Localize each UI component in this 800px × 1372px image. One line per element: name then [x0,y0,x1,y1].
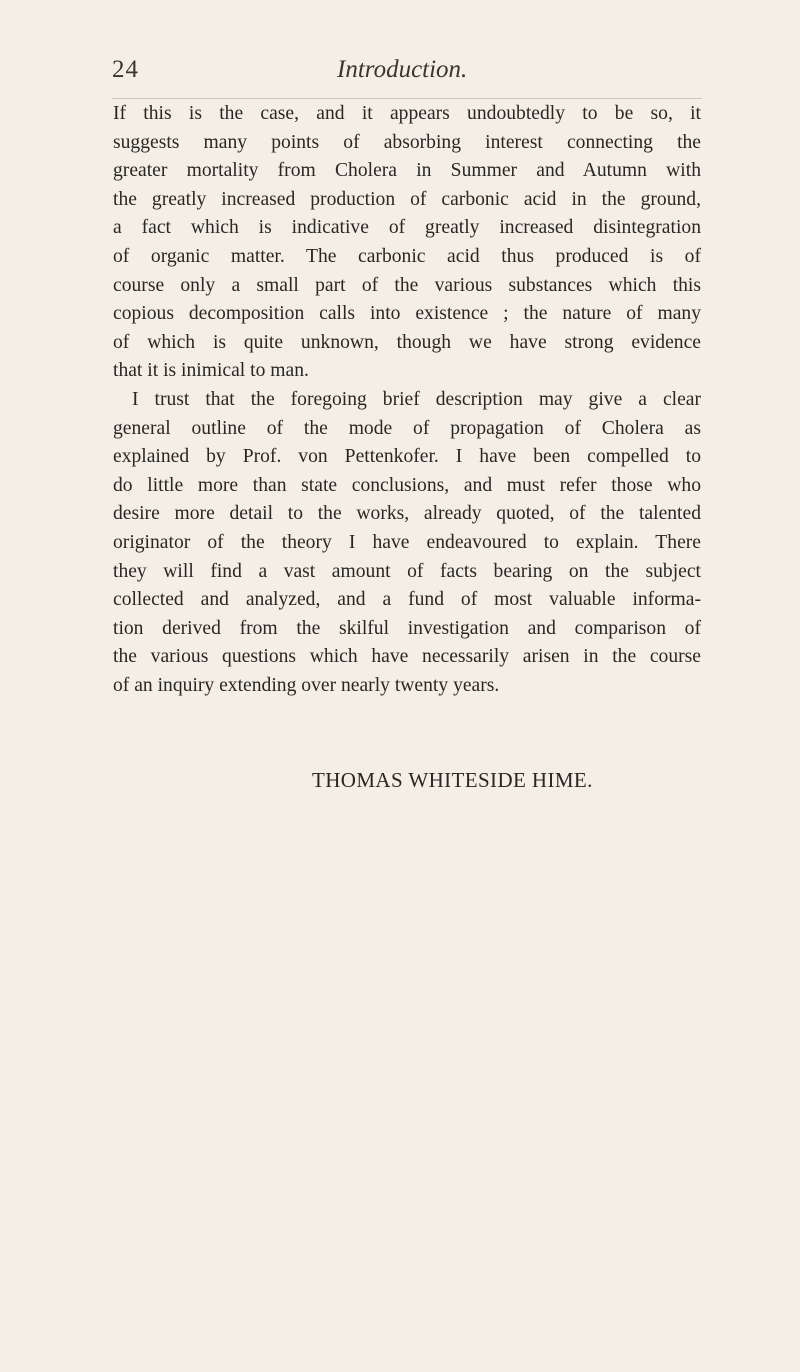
text-line: If this is the case, and it appears undoubtedly to be so, it [113,103,701,124]
author-signature: THOMAS WHITESIDE HIME. [312,768,593,792]
running-title: Introduction. [337,56,468,83]
text-line: desire more detail to the works, already quoted, of the talented [113,503,701,525]
text-line: I trust that the foregoing brief description may give a clear [132,388,701,410]
text-line: of organic matter. The carbonic acid thus produced is of [113,245,701,267]
text-line: explained by Prof. von Pettenkofer. I have been compelled to [113,446,701,468]
text-line: tion derived from the skilful investigation and comparison of [113,617,701,639]
text-line: do little more than state conclusions, and must refer those who [113,474,701,496]
paragraph-2 [113,386,701,701]
text-line: suggests many points of absorbing interest connecting the [113,131,701,153]
paragraph-1 [113,100,701,386]
text-line: of an inquiry extending over nearly twenty years. [113,674,500,696]
text-line: general outline of the mode of propagation of Cholera as [113,417,701,439]
text-line: they will find a vast amount of facts bearing on the subject [113,560,701,582]
running-head [112,50,712,90]
text-line: the greatly increased production of carbonic acid in the ground, [113,188,701,210]
text-line: course only a small part of the various substances which this [113,274,701,296]
header-rule [112,98,702,99]
text-line: of which is quite unknown, though we have strong evidence [113,331,701,353]
text-line: the various questions which have necessarily arisen in the course [113,646,701,668]
text-line: collected and analyzed, and a fund of most valuable informa- [113,589,701,611]
text-line: originator of the theory I have endeavoured to explain. There [113,531,701,553]
text-line: copious decomposition calls into existence ; the nature of many [113,303,701,325]
text-line: a fact which is indicative of greatly increased disintegration [113,217,701,239]
body-text [113,100,701,700]
text-line: greater mortality from Cholera in Summer and Autumn with [113,160,701,182]
page-number: 24 [112,56,139,83]
text-line: that it is inimical to man. [113,360,309,382]
